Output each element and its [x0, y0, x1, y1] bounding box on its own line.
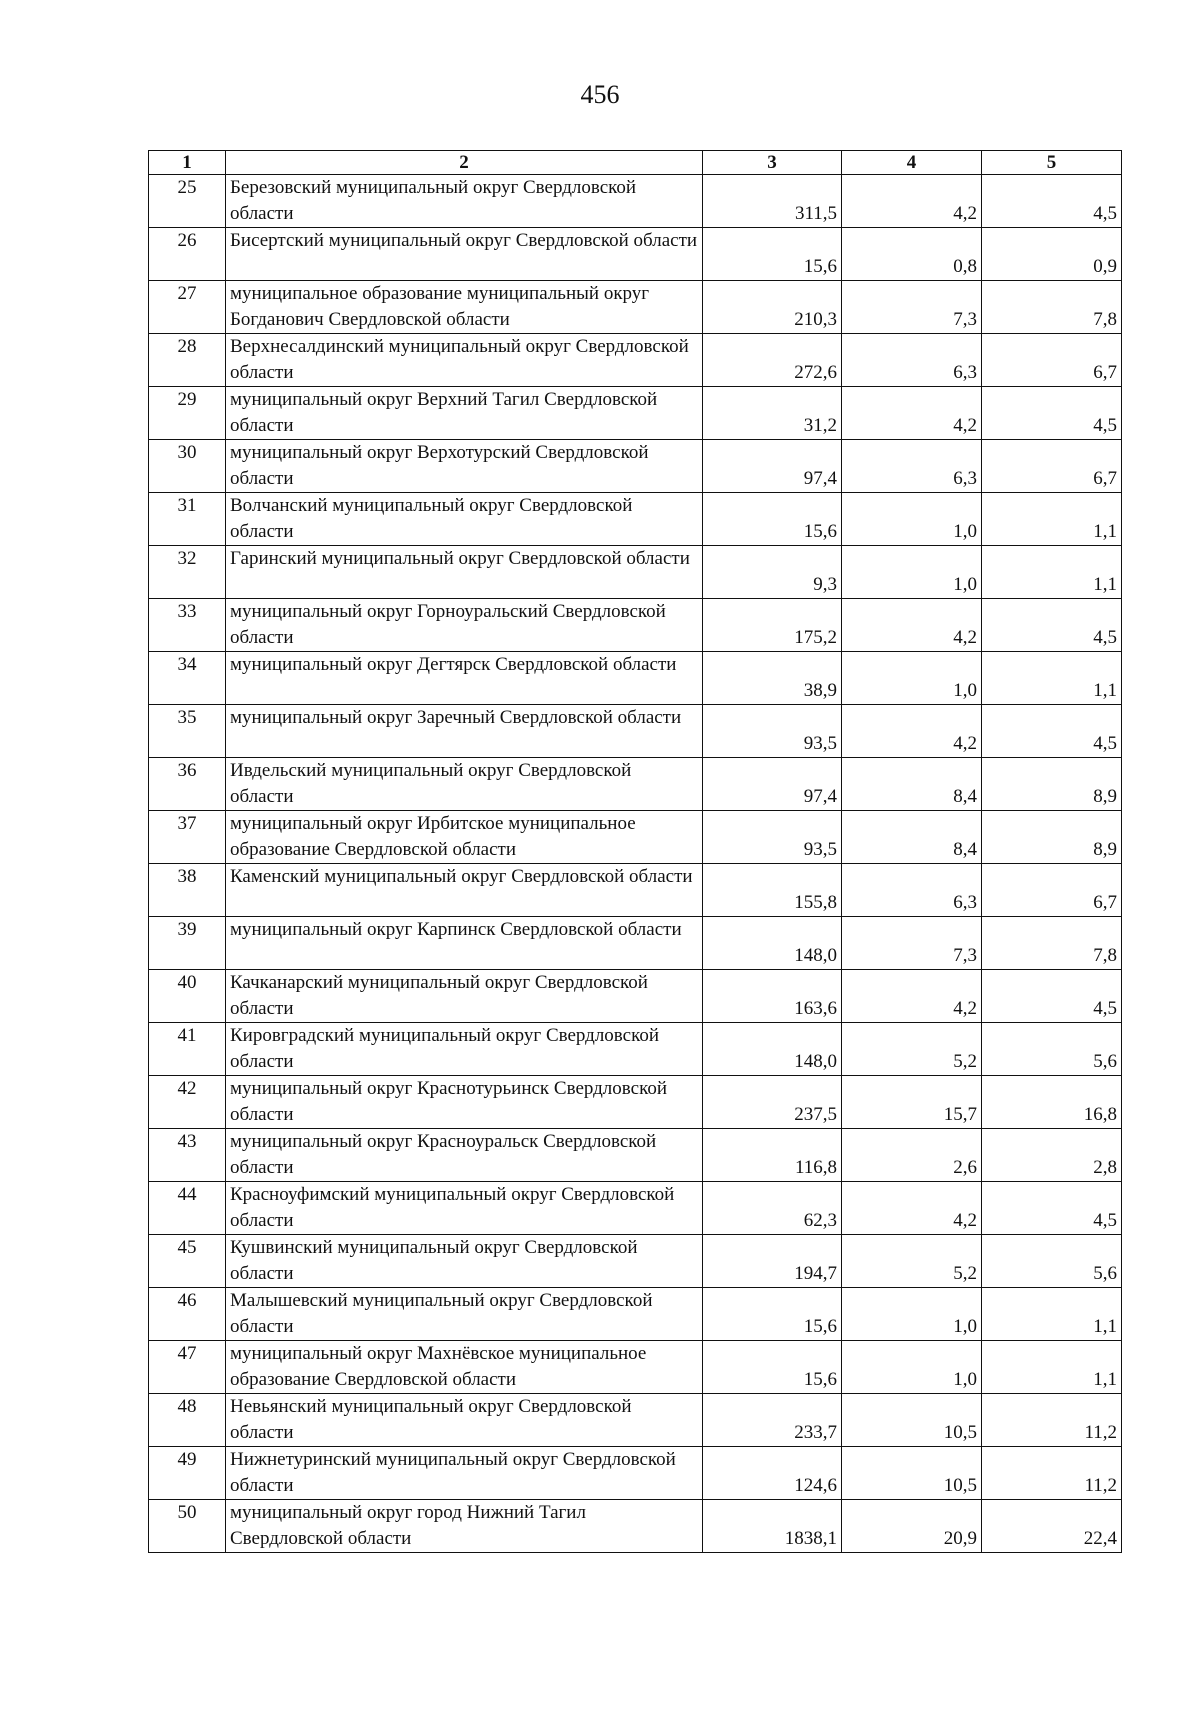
value-col4-cell: 8,4 [842, 758, 982, 811]
data-table [148, 150, 1122, 1553]
value-col5-cell: 4,5 [982, 1182, 1122, 1235]
value-col5-cell: 2,8 [982, 1129, 1122, 1182]
value-col5-cell: 6,7 [982, 334, 1122, 387]
value-col4-cell: 10,5 [842, 1447, 982, 1500]
municipality-name-cell: Бисертский муниципальный округ Свердловской области [226, 228, 703, 281]
value-col3-cell: 194,7 [703, 1235, 842, 1288]
value-col3-cell: 15,6 [703, 493, 842, 546]
table-row [149, 334, 1122, 387]
table-row [149, 1182, 1122, 1235]
value-col5-cell: 22,4 [982, 1500, 1122, 1553]
row-number-cell: 35 [149, 705, 226, 758]
row-number-cell: 25 [149, 175, 226, 228]
table-row [149, 387, 1122, 440]
column-header-3: 3 [703, 151, 842, 175]
value-col5-cell: 5,6 [982, 1235, 1122, 1288]
row-number-cell: 27 [149, 281, 226, 334]
municipality-name-cell: муниципальный округ Красноуральск Свердловской области [226, 1129, 703, 1182]
table-header-row [149, 151, 1122, 175]
municipality-name-cell: муниципальный округ Краснотурьинск Свердловской области [226, 1076, 703, 1129]
table-row [149, 1129, 1122, 1182]
row-number-cell: 28 [149, 334, 226, 387]
value-col3-cell: 97,4 [703, 440, 842, 493]
value-col4-cell: 4,2 [842, 705, 982, 758]
value-col4-cell: 4,2 [842, 175, 982, 228]
row-number-cell: 36 [149, 758, 226, 811]
table-row [149, 917, 1122, 970]
value-col3-cell: 124,6 [703, 1447, 842, 1500]
value-col3-cell: 233,7 [703, 1394, 842, 1447]
table-row [149, 1023, 1122, 1076]
row-number-cell: 26 [149, 228, 226, 281]
table-row [149, 652, 1122, 705]
municipality-name-cell: муниципальный округ Верхотурский Свердловской области [226, 440, 703, 493]
row-number-cell: 47 [149, 1341, 226, 1394]
value-col5-cell: 7,8 [982, 281, 1122, 334]
table-row [149, 1447, 1122, 1500]
row-number-cell: 49 [149, 1447, 226, 1500]
value-col4-cell: 1,0 [842, 652, 982, 705]
table-row [149, 1076, 1122, 1129]
table-row [149, 705, 1122, 758]
value-col5-cell: 4,5 [982, 970, 1122, 1023]
row-number-cell: 29 [149, 387, 226, 440]
value-col4-cell: 0,8 [842, 228, 982, 281]
value-col4-cell: 6,3 [842, 334, 982, 387]
table-row [149, 1500, 1122, 1553]
municipality-name-cell: Кировградский муниципальный округ Свердловской области [226, 1023, 703, 1076]
municipality-name-cell: Красноуфимский муниципальный округ Свердловской области [226, 1182, 703, 1235]
table-row [149, 1341, 1122, 1394]
page-number: 456 [580, 80, 620, 109]
value-col3-cell: 15,6 [703, 1341, 842, 1394]
table-row [149, 1235, 1122, 1288]
municipality-name-cell: муниципальный округ Заречный Свердловской области [226, 705, 703, 758]
table-row [149, 175, 1122, 228]
table-row [149, 228, 1122, 281]
municipality-name-cell: муниципальный округ Дегтярск Свердловской области [226, 652, 703, 705]
value-col5-cell: 4,5 [982, 599, 1122, 652]
row-number-cell: 30 [149, 440, 226, 493]
table-row [149, 864, 1122, 917]
row-number-cell: 33 [149, 599, 226, 652]
value-col5-cell: 7,8 [982, 917, 1122, 970]
value-col4-cell: 4,2 [842, 970, 982, 1023]
municipality-name-cell: Верхнесалдинский муниципальный округ Свердловской области [226, 334, 703, 387]
column-header-4: 4 [842, 151, 982, 175]
municipality-name-cell: Каменский муниципальный округ Свердловской области [226, 864, 703, 917]
value-col4-cell: 6,3 [842, 864, 982, 917]
value-col5-cell: 1,1 [982, 652, 1122, 705]
municipality-name-cell: Волчанский муниципальный округ Свердловской области [226, 493, 703, 546]
value-col4-cell: 1,0 [842, 1341, 982, 1394]
value-col5-cell: 6,7 [982, 864, 1122, 917]
value-col5-cell: 16,8 [982, 1076, 1122, 1129]
municipality-name-cell: муниципальный округ город Нижний Тагил Свердловской области [226, 1500, 703, 1553]
value-col3-cell: 15,6 [703, 1288, 842, 1341]
value-col3-cell: 210,3 [703, 281, 842, 334]
row-number-cell: 40 [149, 970, 226, 1023]
municipality-name-cell: Березовский муниципальный округ Свердловской области [226, 175, 703, 228]
row-number-cell: 31 [149, 493, 226, 546]
value-col3-cell: 175,2 [703, 599, 842, 652]
municipality-name-cell: муниципальный округ Ирбитское муниципальное образование Свердловской области [226, 811, 703, 864]
municipality-name-cell: Малышевский муниципальный округ Свердловской области [226, 1288, 703, 1341]
row-number-cell: 44 [149, 1182, 226, 1235]
value-col3-cell: 148,0 [703, 917, 842, 970]
value-col5-cell: 0,9 [982, 228, 1122, 281]
value-col3-cell: 1838,1 [703, 1500, 842, 1553]
table-row [149, 493, 1122, 546]
value-col5-cell: 1,1 [982, 1341, 1122, 1394]
value-col4-cell: 4,2 [842, 387, 982, 440]
value-col5-cell: 11,2 [982, 1394, 1122, 1447]
value-col3-cell: 62,3 [703, 1182, 842, 1235]
value-col5-cell: 11,2 [982, 1447, 1122, 1500]
value-col5-cell: 4,5 [982, 175, 1122, 228]
value-col5-cell: 1,1 [982, 546, 1122, 599]
value-col3-cell: 272,6 [703, 334, 842, 387]
value-col4-cell: 5,2 [842, 1235, 982, 1288]
value-col4-cell: 1,0 [842, 1288, 982, 1341]
value-col3-cell: 9,3 [703, 546, 842, 599]
value-col3-cell: 93,5 [703, 705, 842, 758]
value-col4-cell: 10,5 [842, 1394, 982, 1447]
value-col3-cell: 163,6 [703, 970, 842, 1023]
table-row [149, 758, 1122, 811]
value-col3-cell: 93,5 [703, 811, 842, 864]
value-col3-cell: 31,2 [703, 387, 842, 440]
row-number-cell: 37 [149, 811, 226, 864]
value-col4-cell: 8,4 [842, 811, 982, 864]
value-col3-cell: 155,8 [703, 864, 842, 917]
value-col5-cell: 6,7 [982, 440, 1122, 493]
row-number-cell: 41 [149, 1023, 226, 1076]
value-col3-cell: 116,8 [703, 1129, 842, 1182]
municipality-name-cell: Нижнетуринский муниципальный округ Свердловской области [226, 1447, 703, 1500]
value-col4-cell: 1,0 [842, 546, 982, 599]
value-col3-cell: 311,5 [703, 175, 842, 228]
row-number-cell: 32 [149, 546, 226, 599]
table-row [149, 546, 1122, 599]
municipality-name-cell: муниципальное образование муниципальный округ Богданович Свердловской области [226, 281, 703, 334]
value-col4-cell: 6,3 [842, 440, 982, 493]
municipality-name-cell: Ивдельский муниципальный округ Свердловской области [226, 758, 703, 811]
value-col5-cell: 1,1 [982, 493, 1122, 546]
value-col3-cell: 38,9 [703, 652, 842, 705]
municipality-name-cell: Невьянский муниципальный округ Свердловской области [226, 1394, 703, 1447]
value-col5-cell: 8,9 [982, 811, 1122, 864]
row-number-cell: 34 [149, 652, 226, 705]
table-row [149, 440, 1122, 493]
value-col3-cell: 148,0 [703, 1023, 842, 1076]
value-col4-cell: 7,3 [842, 917, 982, 970]
row-number-cell: 45 [149, 1235, 226, 1288]
column-header-5: 5 [982, 151, 1122, 175]
value-col4-cell: 4,2 [842, 599, 982, 652]
municipality-name-cell: муниципальный округ Карпинск Свердловской области [226, 917, 703, 970]
value-col4-cell: 5,2 [842, 1023, 982, 1076]
value-col4-cell: 15,7 [842, 1076, 982, 1129]
row-number-cell: 43 [149, 1129, 226, 1182]
table-row [149, 1288, 1122, 1341]
value-col5-cell: 8,9 [982, 758, 1122, 811]
value-col3-cell: 237,5 [703, 1076, 842, 1129]
value-col5-cell: 1,1 [982, 1288, 1122, 1341]
row-number-cell: 46 [149, 1288, 226, 1341]
row-number-cell: 48 [149, 1394, 226, 1447]
row-number-cell: 42 [149, 1076, 226, 1129]
row-number-cell: 50 [149, 1500, 226, 1553]
row-number-cell: 38 [149, 864, 226, 917]
table-row [149, 281, 1122, 334]
municipality-name-cell: Гаринский муниципальный округ Свердловской области [226, 546, 703, 599]
value-col4-cell: 1,0 [842, 493, 982, 546]
table-row [149, 970, 1122, 1023]
municipality-name-cell: муниципальный округ Верхний Тагил Свердловской области [226, 387, 703, 440]
value-col4-cell: 2,6 [842, 1129, 982, 1182]
municipality-name-cell: муниципальный округ Махнёвское муниципальное образование Свердловской области [226, 1341, 703, 1394]
municipality-name-cell: Качканарский муниципальный округ Свердловской области [226, 970, 703, 1023]
row-number-cell: 39 [149, 917, 226, 970]
municipality-name-cell: Кушвинский муниципальный округ Свердловской области [226, 1235, 703, 1288]
value-col4-cell: 7,3 [842, 281, 982, 334]
table-body [149, 175, 1122, 1553]
value-col5-cell: 4,5 [982, 387, 1122, 440]
table-row [149, 1394, 1122, 1447]
column-header-1: 1 [149, 151, 226, 175]
column-header-2: 2 [226, 151, 703, 175]
table-row [149, 811, 1122, 864]
value-col4-cell: 20,9 [842, 1500, 982, 1553]
value-col5-cell: 5,6 [982, 1023, 1122, 1076]
value-col3-cell: 15,6 [703, 228, 842, 281]
table-row [149, 599, 1122, 652]
value-col4-cell: 4,2 [842, 1182, 982, 1235]
value-col5-cell: 4,5 [982, 705, 1122, 758]
value-col3-cell: 97,4 [703, 758, 842, 811]
municipality-name-cell: муниципальный округ Горноуральский Свердловской области [226, 599, 703, 652]
